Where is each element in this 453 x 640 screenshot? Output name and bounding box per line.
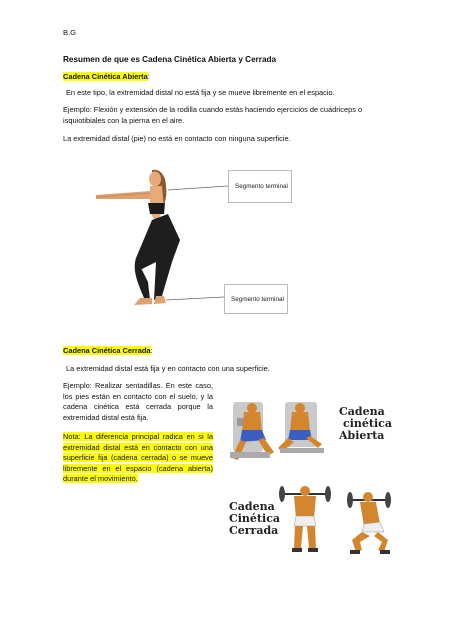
callout-label-top: Segmento terminal [235, 183, 288, 190]
callout-line-bottom [166, 297, 224, 300]
callout-box-bottom [224, 284, 288, 314]
callout-label-bottom: Segmento terminal [231, 295, 284, 303]
closed-chain-example: Ejemplo: Realizar sentadillas. En este caso, los pies están en contacto con el suelo, y la cadena cinética está cerrada porque la extremidad distal está fija. [63, 381, 213, 422]
open-chain-note: La extremidad distal (pie) no está en contacto con ninguna superficie. [63, 134, 291, 143]
closed-label-line-1: Cadena [229, 500, 275, 513]
open-label-line-2: cinética [343, 417, 392, 430]
squat-barbell-figure-1 [279, 486, 331, 552]
open-chain-heading-colon: : [147, 72, 150, 81]
open-chain-example: Ejemplo: Flexión y extensión de la rodilla cuando estás haciendo ejercicios de cuádriceps o isquiotibiales con la pierna en el aire. [63, 105, 363, 125]
closed-label-line-3: Cerrada [229, 524, 279, 537]
open-label-line-3: Abierta [339, 429, 385, 442]
page-title: Resumen de que es Cadena Cinética Abierta y Cerrada [63, 55, 277, 64]
callout-line-top [168, 186, 228, 190]
woman-squat-figure [96, 170, 180, 305]
closed-label-line-2: Cinética [229, 512, 281, 525]
open-chain-image-label [339, 406, 392, 442]
callout-box-top [228, 170, 292, 203]
open-chain-heading-text: Cadena Cinética Abierta [63, 72, 148, 81]
closed-chain-definition: La extremidad distal está fija y en contacto con una superficie. [66, 364, 270, 373]
leg-extension-figure-2 [278, 402, 324, 453]
comparison-note [63, 432, 213, 485]
comparison-note-text: Nota: La diferencia principal radica en si la extremidad distal está en contacto con una superficie fija (cadena cerrada) o se mueve libremente en el espacio (cadena abierta) durante el movimiento. [63, 432, 213, 483]
open-label-line-1: Cadena [339, 405, 385, 418]
closed-chain-heading-text: Cadena Cinética Cerrada [63, 346, 151, 355]
closed-chain-heading [63, 346, 153, 357]
closed-chain-heading-colon: : [150, 346, 153, 355]
squat-barbell-figure-2 [347, 492, 391, 554]
closed-chain-image-label [229, 501, 280, 537]
page-header: B.G [63, 28, 77, 37]
open-chain-definition: En este tipo, la extremidad distal no está fija y se mueve libremente en el espacio. [66, 88, 335, 97]
leg-extension-figure-1 [230, 402, 274, 460]
